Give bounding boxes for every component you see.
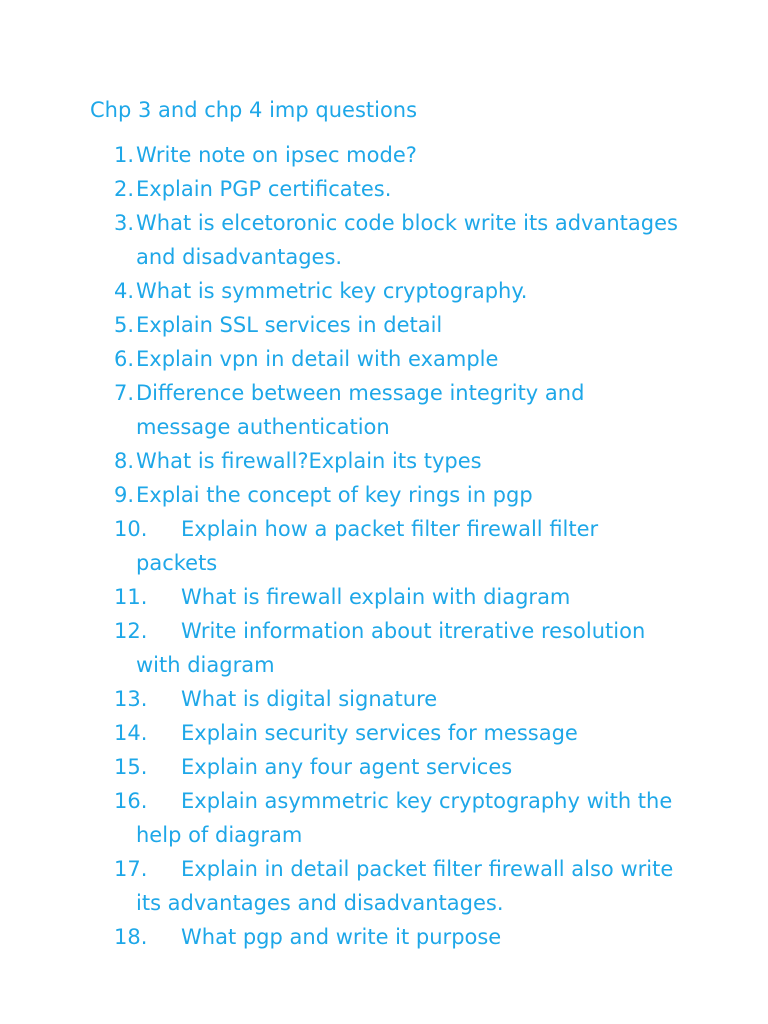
question-number: 17. <box>114 857 148 881</box>
question-text: Explain asymmetric key cryptography with the help of diagram <box>136 789 673 847</box>
question-number: 8. <box>114 449 135 473</box>
question-text: Explain PGP certificates. <box>136 177 392 201</box>
question-text: Explain how a packet filter firewall filter packets <box>136 517 599 575</box>
question-item <box>0 138 682 172</box>
question-item <box>0 614 682 682</box>
question-number: 2. <box>114 177 135 201</box>
document-title: Chp 3 and chp 4 imp questions <box>90 98 418 122</box>
question-text: Explain any four agent services <box>181 755 513 779</box>
question-number: 15. <box>114 755 148 779</box>
question-item <box>0 206 682 274</box>
question-item <box>0 308 682 342</box>
question-item <box>0 444 682 478</box>
question-number: 13. <box>114 687 148 711</box>
question-text: What is firewall explain with diagram <box>181 585 571 609</box>
question-text: Write note on ipsec mode? <box>136 143 417 167</box>
question-item <box>0 682 682 716</box>
question-text: What is firewall?Explain its types <box>136 449 482 473</box>
question-text: Explain vpn in detail with example <box>136 347 499 371</box>
question-number: 3. <box>114 211 135 235</box>
question-item <box>0 342 682 376</box>
question-text: Explai the concept of key rings in pgp <box>136 483 533 507</box>
question-text: Explain SSL services in detail <box>136 313 443 337</box>
question-number: 7. <box>114 381 135 405</box>
question-item <box>0 750 682 784</box>
question-number: 12. <box>114 619 148 643</box>
question-item <box>0 376 682 444</box>
question-number: 16. <box>114 789 148 813</box>
question-item <box>0 920 682 954</box>
question-item <box>0 716 682 750</box>
question-text: Explain in detail packet filter firewall also write its advantages and disadvantages. <box>136 857 674 915</box>
question-number: 1. <box>114 143 135 167</box>
question-item <box>0 784 682 852</box>
question-text: What is symmetric key cryptography. <box>136 279 528 303</box>
question-text: Write information about itrerative resolution with diagram <box>136 619 646 677</box>
question-number: 14. <box>114 721 148 745</box>
question-item <box>0 512 682 580</box>
question-item <box>0 172 682 206</box>
question-item <box>0 478 682 512</box>
question-text: What is digital signature <box>181 687 438 711</box>
question-text: Explain security services for message <box>181 721 578 745</box>
question-item <box>0 274 682 308</box>
question-text: Difference between message integrity and message authentication <box>136 381 585 439</box>
question-list <box>0 138 768 954</box>
question-number: 6. <box>114 347 135 371</box>
question-item <box>0 580 682 614</box>
question-item <box>0 852 682 920</box>
question-number: 18. <box>114 925 148 949</box>
question-number: 11. <box>114 585 148 609</box>
question-number: 5. <box>114 313 135 337</box>
question-number: 4. <box>114 279 135 303</box>
question-number: 9. <box>114 483 135 507</box>
question-text: What is elcetoronic code block write its advantages and disadvantages. <box>136 211 678 269</box>
question-text: What pgp and write it purpose <box>181 925 502 949</box>
question-number: 10. <box>114 517 148 541</box>
